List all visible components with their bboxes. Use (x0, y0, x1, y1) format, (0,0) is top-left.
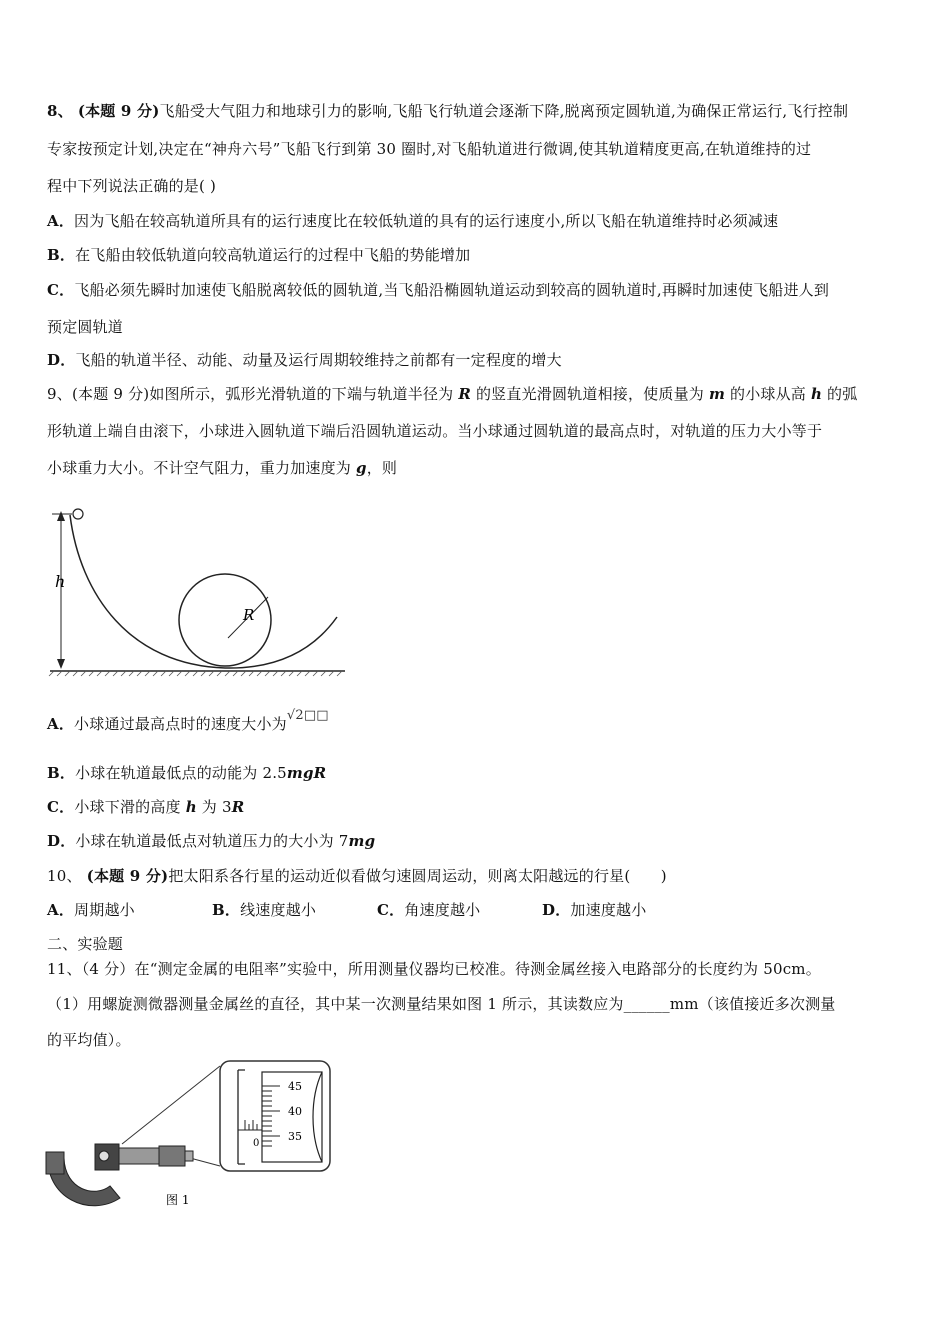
micrometer-thimble (159, 1146, 185, 1166)
circular-track (179, 574, 271, 666)
q11-stem: 11、（4 分）在“测定金属的电阻率”实验中，所用测量仪器均已校准。待测金属丝接入电路部分的长度约为 50cm。 (47, 960, 821, 978)
ball (73, 509, 83, 519)
micrometer-anvil (46, 1152, 64, 1174)
q10-options (47, 900, 646, 920)
q8-score: (本题 9 分) (77, 102, 160, 120)
q9-option-a-formula: √2□□ (286, 708, 329, 723)
q8-number: 8、 (47, 102, 73, 120)
q8-option-d: D．飞船的轨道半径、动能、动量及运行周期较维持之前都有一定程度的增大 (47, 351, 562, 369)
micrometer-sleeve (119, 1148, 159, 1164)
q8-stem-line-3: 程中下列说法正确的是( ) (47, 177, 217, 195)
q8-option-c-cont: 预定圆轨道 (47, 318, 124, 336)
q10-score: (本题 9 分) (86, 867, 169, 885)
q10-stem: 10、 (本题 9 分)把太阳系各行星的运动近似看做匀速圆周运动，则离太阳越远的行星( ) (47, 867, 667, 885)
micrometer-ratchet (185, 1151, 193, 1161)
q9-track-figure (40, 495, 360, 695)
q8-option-b: B．在飞船由较低轨道向较高轨道运行的过程中飞船的势能增加 (47, 246, 471, 264)
thimble-label-35: 35 (288, 1130, 302, 1143)
q8-option-c: C．飞船必须先瞬时加速使飞船脱离较低的圆轨道,当飞船沿椭圆轨道运动到较高的圆轨道时,再瞬时加速使飞船进人到 (47, 281, 830, 299)
arc-track (70, 515, 337, 668)
zoom-connector-bottom (190, 1158, 220, 1166)
q8-stem-line-1 (47, 101, 848, 121)
q11-score: （4 分） (81, 960, 135, 978)
q10-option-a: A．周期越小 (47, 901, 135, 919)
q8-stem-text-1: 飞船受大气阻力和地球引力的影响,飞船飞行轨道会逐渐下降,脱离预定圆轨道,为确保正常运行,飞行控制 (159, 102, 849, 120)
lock-knob (99, 1151, 109, 1161)
thimble-label-45: 45 (288, 1080, 302, 1093)
q9-option-b: B．小球在轨道最低点的动能为 2.5mgR (47, 764, 327, 782)
sleeve-zero-label: 0 (253, 1138, 260, 1149)
figure-caption: 图 1 (166, 1193, 190, 1207)
q9-option-a: A．小球通过最高点时的速度大小为√2□□ (47, 708, 329, 733)
q9-option-d: D．小球在轨道最低点对轨道压力的大小为 7mg (47, 832, 376, 850)
q11-sub1-line-1: （1）用螺旋测微器测量金属丝的直径，其中某一次测量结果如图 1 所示，其读数应为______mm（该值接近多次测量 (47, 995, 836, 1013)
q11-sub1-line-2: 的平均值）。 (47, 1031, 131, 1049)
q10-option-d: D．加速度越小 (542, 901, 647, 919)
q8-stem-line-2: 专家按预定计划,决定在“神舟六号”飞船飞行到第 30 圈时,对飞船轨道进行微调,使其轨道精度更高,在轨道维持的过 (47, 140, 812, 158)
q9-stem-line-2: 形轨道上端自由滚下，小球进入圆轨道下端后沿圆轨道运动。当小球通过圆轨道的最高点时，对轨道的压力大小等于 (47, 422, 823, 440)
micrometer-figure (40, 1058, 340, 1218)
q10-option-c: C．角速度越小 (377, 901, 481, 919)
section-heading: 二、实验题 (47, 935, 124, 953)
height-arrow-head-bottom (57, 659, 65, 669)
height-label: h (55, 572, 66, 591)
q9-option-c: C．小球下滑的高度 h 为 3R (47, 798, 245, 816)
q8-option-a: A．因为飞船在较高轨道所具有的运行速度比在较低轨道的具有的运行速度小,所以飞船在轨道维持时必须减速 (47, 212, 779, 230)
q9-stem-line-3: 小球重力大小。不计空气阻力，重力加速度为 g，则 (47, 459, 398, 477)
thimble-label-40: 40 (288, 1105, 302, 1118)
q9-score: (本题 9 分) (71, 385, 150, 403)
zoom-connector-top (122, 1066, 220, 1144)
radius-label: R (243, 606, 255, 624)
q10-option-b: B．线速度越小 (212, 901, 317, 919)
q9-stem-line-1: 9、(本题 9 分)如图所示，弧形光滑轨道的下端与轨道半径为 R 的竖直光滑圆轨道相接，使质量为 m 的小球从高 h 的弧 (47, 385, 858, 403)
height-arrow-head-top (57, 511, 65, 521)
